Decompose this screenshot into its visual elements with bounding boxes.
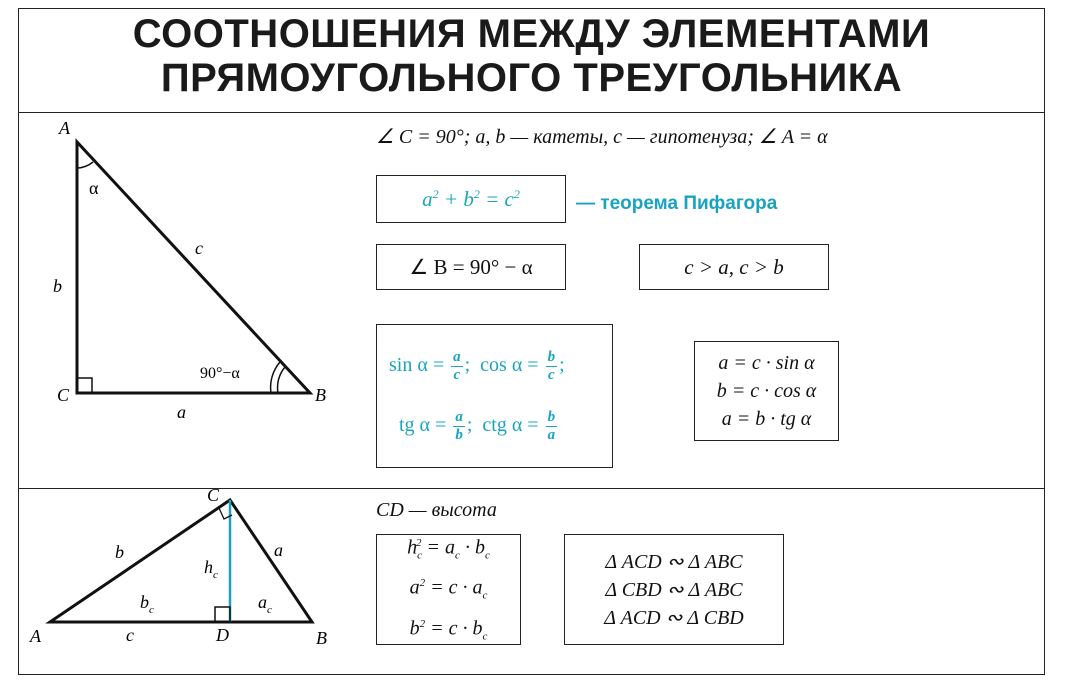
trig-row-2: tg α = $\frac{a}{b}$ ; ctg α = $\frac{b}{a}$ <box>399 409 556 443</box>
tg-fraction: $\frac{a}{b}$ <box>455 409 463 443</box>
triangle-abc <box>77 142 310 393</box>
vertex-c-label: C <box>57 385 70 405</box>
trig-row-1: sin α = $\frac{a}{c}$ ; cos α = $\frac{b}{c}$ ; <box>389 349 565 383</box>
sin-fraction: $\frac{a}{c}$ <box>453 349 461 383</box>
inequality-box <box>639 244 829 290</box>
side-c2-label: c <box>126 625 134 645</box>
side-b-label: b <box>53 276 62 296</box>
segment-bc-label: $b_c$ <box>140 592 154 616</box>
angle-alpha-arc <box>77 162 93 168</box>
right-triangle-diagram <box>0 0 360 480</box>
relation-3: a = b · tg α <box>721 408 812 430</box>
trig-box <box>376 324 613 468</box>
similarity-box <box>564 534 784 645</box>
intro-text: ∠ C = 90°; a, b — катеты, c — гипотенуза; ∠ A = α <box>376 126 828 148</box>
pythagoras-label: — теорема Пифагора <box>576 193 778 214</box>
angle-b-label: 90°−α <box>200 365 240 382</box>
title-line-2: ПРЯМОУГОЛЬНОГО ТРЕУГОЛЬНИКА <box>160 56 903 100</box>
altitude-label: CD — высота <box>376 499 497 521</box>
inequality-formula: c > a, c > b <box>684 254 784 279</box>
pythagoras-box <box>376 175 566 223</box>
side-a-label: a <box>177 402 186 422</box>
tg-label: tg α = <box>399 414 447 437</box>
angle-b-formula: ∠ B = 90° − α <box>409 254 533 279</box>
side-c-label: c <box>195 238 203 258</box>
formula-h: $h_c^2 = a_c \cdot b_c$ <box>407 536 490 562</box>
height-label: $h_c$ <box>204 557 218 581</box>
vertex-c2-label: C <box>207 488 220 505</box>
vertex-b2-label: B <box>316 628 327 648</box>
vertex-a-label: A <box>59 118 70 138</box>
cos-fraction: $\frac{b}{c}$ <box>547 349 556 383</box>
ctg-label: ctg α = <box>482 414 539 437</box>
relations-box <box>694 341 839 441</box>
formula-a: $a^2 = c \cdot a_c$ <box>409 576 488 602</box>
vertex-b-label: B <box>315 385 326 405</box>
pythagoras-formula: $a^2 + b^2 = c^2$ <box>422 186 520 211</box>
segment-ac-label: $a_c$ <box>258 592 272 616</box>
relation-1: a = c · sin α <box>718 352 815 374</box>
right-angle-mark-d <box>215 607 230 622</box>
altitude-triangle-diagram <box>0 488 360 668</box>
side-b2-label: b <box>115 542 124 562</box>
angle-alpha-label: α <box>89 178 99 198</box>
title-line-1: СООТНОШЕНИЯ МЕЖДУ ЭЛЕМЕНТАМИ <box>132 12 931 56</box>
vertex-a2-label: A <box>30 626 41 646</box>
similarity-1: Δ ACD ∾ Δ ABC <box>605 550 743 573</box>
right-angle-mark <box>77 378 92 393</box>
angle-b-arc-1 <box>278 367 285 393</box>
triangle-abc-2 <box>50 500 312 622</box>
relation-2: b = c · cos α <box>716 380 817 402</box>
ctg-fraction: $\frac{b}{a}$ <box>547 409 556 443</box>
sin-label: sin α = <box>389 354 445 377</box>
cos-label: cos α = <box>480 354 539 377</box>
side-a2-label: a <box>274 540 283 560</box>
formula-b: $b^2 = c \cdot b_c$ <box>409 617 488 643</box>
vertex-d-label: D <box>216 625 229 645</box>
similarity-3: Δ ACD ∾ Δ CBD <box>604 606 744 629</box>
angle-b-box <box>376 244 566 290</box>
altitude-formulas-box <box>376 534 521 645</box>
similarity-2: Δ CBD ∾ Δ ABC <box>605 578 743 601</box>
